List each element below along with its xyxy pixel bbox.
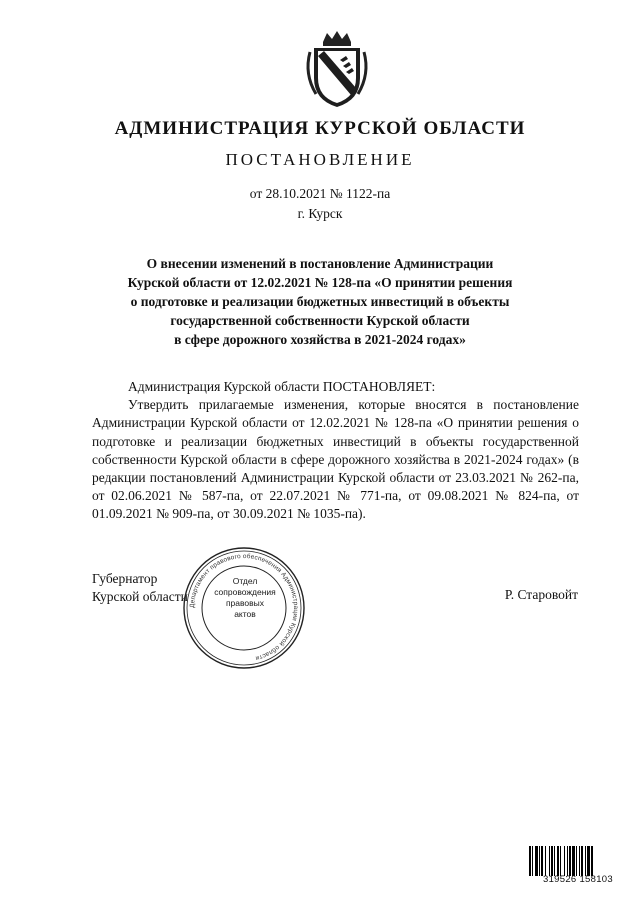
barcode-bar xyxy=(560,846,561,876)
document-body xyxy=(92,378,579,524)
barcode-bar xyxy=(532,846,533,876)
barcode-bar xyxy=(585,846,586,876)
barcode-bar xyxy=(581,846,583,876)
barcode-bar xyxy=(567,846,568,876)
title-line: в сфере дорожного хозяйства в 2021-2024 годах» xyxy=(174,332,466,347)
stamp-line: правовых xyxy=(225,598,265,608)
barcode-bar xyxy=(572,846,575,876)
barcode-bar xyxy=(539,846,540,876)
barcode-bar xyxy=(569,846,571,876)
stamp-line: актов xyxy=(234,609,256,619)
barcode-bar xyxy=(554,846,555,876)
barcode-bar xyxy=(579,846,580,876)
body-paragraph: Утвердить прилагаемые изменения, которые вносятся в постановление Администрации Курской области от 12.02.2021 № 128-па «О принятии решения о подготовке и реализации бюджетных инвестиций в объекты государственной собственности Курской области в сфере дорожного хозяйства в 2021-2024 годах» (в редакции постановлений Администрации Курской области от 23.03.2021 № 262-па, от 02.06.2021 № 587-па, от 22.07.2021 № 771-па, от 09.08.2021 № 824-па, от 01.09.2021 № 909-па, от 30.09.2021 № 1035-па). xyxy=(92,397,579,522)
title-line: о подготовке и реализации бюджетных инвестиций в объекты xyxy=(130,294,510,309)
barcode-bar xyxy=(591,846,593,876)
barcode-bar xyxy=(564,846,565,876)
barcode-bar xyxy=(587,846,590,876)
document-title xyxy=(80,254,560,349)
barcode-bar xyxy=(576,846,577,876)
document-city: г. Курск xyxy=(297,206,343,221)
signatory-name: Р. Старовойт xyxy=(504,587,578,602)
barcode-number: 319526 158103 xyxy=(543,874,613,885)
coat-of-arms-icon xyxy=(296,28,378,110)
stamp-line: сопровождения xyxy=(214,587,276,597)
barcode-bar xyxy=(549,846,550,876)
organization-title: АДМИНИСТРАЦИЯ КУРСКОЙ ОБЛАСТИ xyxy=(114,118,526,139)
title-line: О внесении изменений в постановление Администрации xyxy=(146,256,494,271)
barcode-bar xyxy=(545,846,546,876)
signatory-title-line: Губернатор xyxy=(92,571,158,586)
barcode-bar xyxy=(551,846,553,876)
barcode-bar xyxy=(535,846,538,876)
barcode-bar xyxy=(541,846,543,876)
title-line: государственной собственности Курской области xyxy=(170,313,470,328)
signatory-title-line: Курской области xyxy=(92,589,188,604)
stamp-ring-text: Департамент правового обеспечения Администрации Курской области xyxy=(188,552,300,662)
signatory-title xyxy=(92,570,188,606)
barcode-bar xyxy=(557,846,559,876)
stamp-line: Отдел xyxy=(232,576,258,586)
barcode-icon xyxy=(528,846,628,876)
body-lead: Администрация Курской области ПОСТАНОВЛЯЕТ: xyxy=(128,379,436,394)
stamp-center-text xyxy=(205,576,285,620)
document-type: ПОСТАНОВЛЕНИЕ xyxy=(225,150,415,169)
document-date-number: от 28.10.2021 № 1122-па xyxy=(249,186,391,201)
title-line: Курской области от 12.02.2021 № 128-па «О принятии решения xyxy=(127,275,513,290)
barcode-bar xyxy=(529,846,531,876)
